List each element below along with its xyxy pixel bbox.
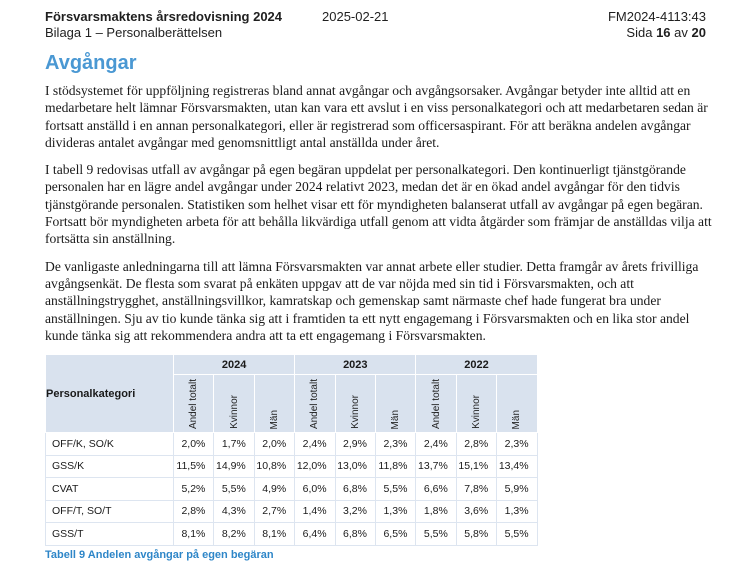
column-header-kvinnor-2024: Kvinnor (214, 375, 254, 433)
cell-value: 13,0% (335, 455, 375, 478)
column-header-andel-totalt-2023: Andel totalt (295, 375, 335, 433)
document-title: Försvarsmaktens årsredovisning 2024 (45, 9, 283, 24)
page-label: Sida (626, 24, 653, 40)
document-subtitle: Bilaga 1 – Personalberättelsen (45, 24, 223, 40)
cell-value: 6,0% (295, 478, 335, 501)
cell-value: 6,5% (375, 523, 415, 546)
document-header (45, 9, 706, 40)
cell-value: 8,1% (254, 523, 294, 546)
cell-value: 6,4% (295, 523, 335, 546)
cell-value: 10,8% (254, 455, 294, 478)
page-indicator (608, 25, 706, 41)
cell-value: 1,7% (214, 433, 254, 456)
cell-value: 6,6% (416, 478, 456, 501)
column-header-man-2024: Män (254, 375, 294, 433)
cell-value: 5,5% (497, 523, 537, 546)
cell-value: 11,5% (174, 455, 214, 478)
cell-value: 8,2% (214, 523, 254, 546)
table-year-header-row (46, 355, 538, 375)
document-body (45, 52, 717, 561)
page-total: 20 (691, 24, 706, 40)
cell-value: 3,6% (456, 500, 496, 523)
cell-value: 5,8% (456, 523, 496, 546)
paragraph-2: I tabell 9 redovisas utfall av avgångar på egen begäran uppdelat per personalkategori. Den kontinuerligt tjänstgörande personalen har en lägre andel avgångar under 2024 relativt 2023, medan det är en ökad andel avgångar för den tidvis tjänstgörande personalen. Statistiken som helhet visar ett för myndigheten balanserat utfall av avgångar på egen begäran. Fortsatt bör myndigheten arbeta för att behålla likvärdiga utfall genom att vidta åtgärder som främjar de anställdas vilja att fortsätta sin anställning. (45, 162, 712, 247)
cell-value: 2,0% (174, 433, 214, 456)
document-date: 2025-02-21 (322, 9, 389, 24)
cell-value: 2,8% (456, 433, 496, 456)
cell-value: 5,5% (416, 523, 456, 546)
table-row (46, 500, 538, 523)
paragraph-3: De vanligaste anledningarna till att lämna Försvarsmakten var annat arbete eller studier. Detta framgår av årets frivilliga avgångsenkät. De flesta som svarat på enkäten uppgav att de var nöjda med sin tid i Försvarsmakten, och att anställningstrygghet, anställningsvillkor, kamratskap och gemenskap samt närmaste chef hade fungerat bra under anställningen. Sju av tio kunde tänka sig att i framtiden ta ett nytt engagemang i Försvarsmakten och en lika stor andel kunde tänka sig att rekommendera andra att ta ett engagemang i Försvarsmakten. (45, 258, 699, 343)
page-of-label: av (674, 24, 688, 40)
cell-value: 5,5% (214, 478, 254, 501)
column-header-personalkategori: Personalkategori (46, 355, 174, 433)
page-current: 16 (656, 24, 671, 40)
cell-value: 2,7% (254, 500, 294, 523)
year-group-2023: 2023 (295, 355, 416, 375)
cell-value: 15,1% (456, 455, 496, 478)
paragraph-1: I stödsystemet för uppföljning registreras bland annat avgångar och avgångsorsaker. Avgångar betyder inte alltid att en medarbetare helt lämnar Försvarsmakten, utan kan vara ett avslut i en viss personalkategori och att medarbetaren sedan är fortsatt anställd i en annan personalkategori, eller är registrerad som officersaspirant. För att beräkna andelen avgångar divideras antalet avgångar med genomsnittligt antal anställda under året. (45, 83, 708, 150)
row-label: CVAT (46, 478, 174, 501)
cell-value: 14,9% (214, 455, 254, 478)
column-header-andel-totalt-2022: Andel totalt (416, 375, 456, 433)
cell-value: 1,4% (295, 500, 335, 523)
cell-value: 5,5% (375, 478, 415, 501)
cell-value: 3,2% (335, 500, 375, 523)
cell-value: 12,0% (295, 455, 335, 478)
table-row (46, 433, 538, 456)
cell-value: 6,8% (335, 478, 375, 501)
cell-value: 2,4% (416, 433, 456, 456)
column-header-andel-totalt-2024: Andel totalt (174, 375, 214, 433)
document-id: FM2024-4113:43 (607, 9, 706, 24)
cell-value: 2,9% (335, 433, 375, 456)
cell-value: 1,3% (497, 500, 537, 523)
row-label: GSS/T (46, 523, 174, 546)
cell-value: 2,3% (375, 433, 415, 456)
document-header-right (608, 9, 706, 40)
row-label: OFF/T, SO/T (46, 500, 174, 523)
column-header-man-2023: Män (375, 375, 415, 433)
cell-value: 11,8% (375, 455, 415, 478)
section-heading: Avgångar (45, 52, 137, 74)
year-group-2022: 2022 (416, 355, 537, 375)
table-avgangar (45, 354, 538, 546)
cell-value: 4,9% (254, 478, 294, 501)
table-row (46, 478, 538, 501)
column-header-kvinnor-2022: Kvinnor (456, 375, 496, 433)
cell-value: 5,2% (174, 478, 214, 501)
cell-value: 4,3% (214, 500, 254, 523)
column-header-man-2022: Män (497, 375, 537, 433)
cell-value: 13,7% (416, 455, 456, 478)
cell-value: 13,4% (497, 455, 537, 478)
cell-value: 1,8% (416, 500, 456, 523)
row-label: GSS/K (46, 455, 174, 478)
cell-value: 1,3% (375, 500, 415, 523)
year-group-2024: 2024 (174, 355, 295, 375)
table-row (46, 455, 538, 478)
cell-value: 8,1% (174, 523, 214, 546)
column-header-kvinnor-2023: Kvinnor (335, 375, 375, 433)
row-label: OFF/K, SO/K (46, 433, 174, 456)
cell-value: 6,8% (335, 523, 375, 546)
cell-value: 5,9% (497, 478, 537, 501)
cell-value: 2,0% (254, 433, 294, 456)
cell-value: 2,4% (295, 433, 335, 456)
table-caption: Tabell 9 Andelen avgångar på egen begäran (45, 548, 274, 561)
cell-value: 2,3% (497, 433, 537, 456)
cell-value: 2,8% (174, 500, 214, 523)
table-row (46, 523, 538, 546)
cell-value: 7,8% (456, 478, 496, 501)
